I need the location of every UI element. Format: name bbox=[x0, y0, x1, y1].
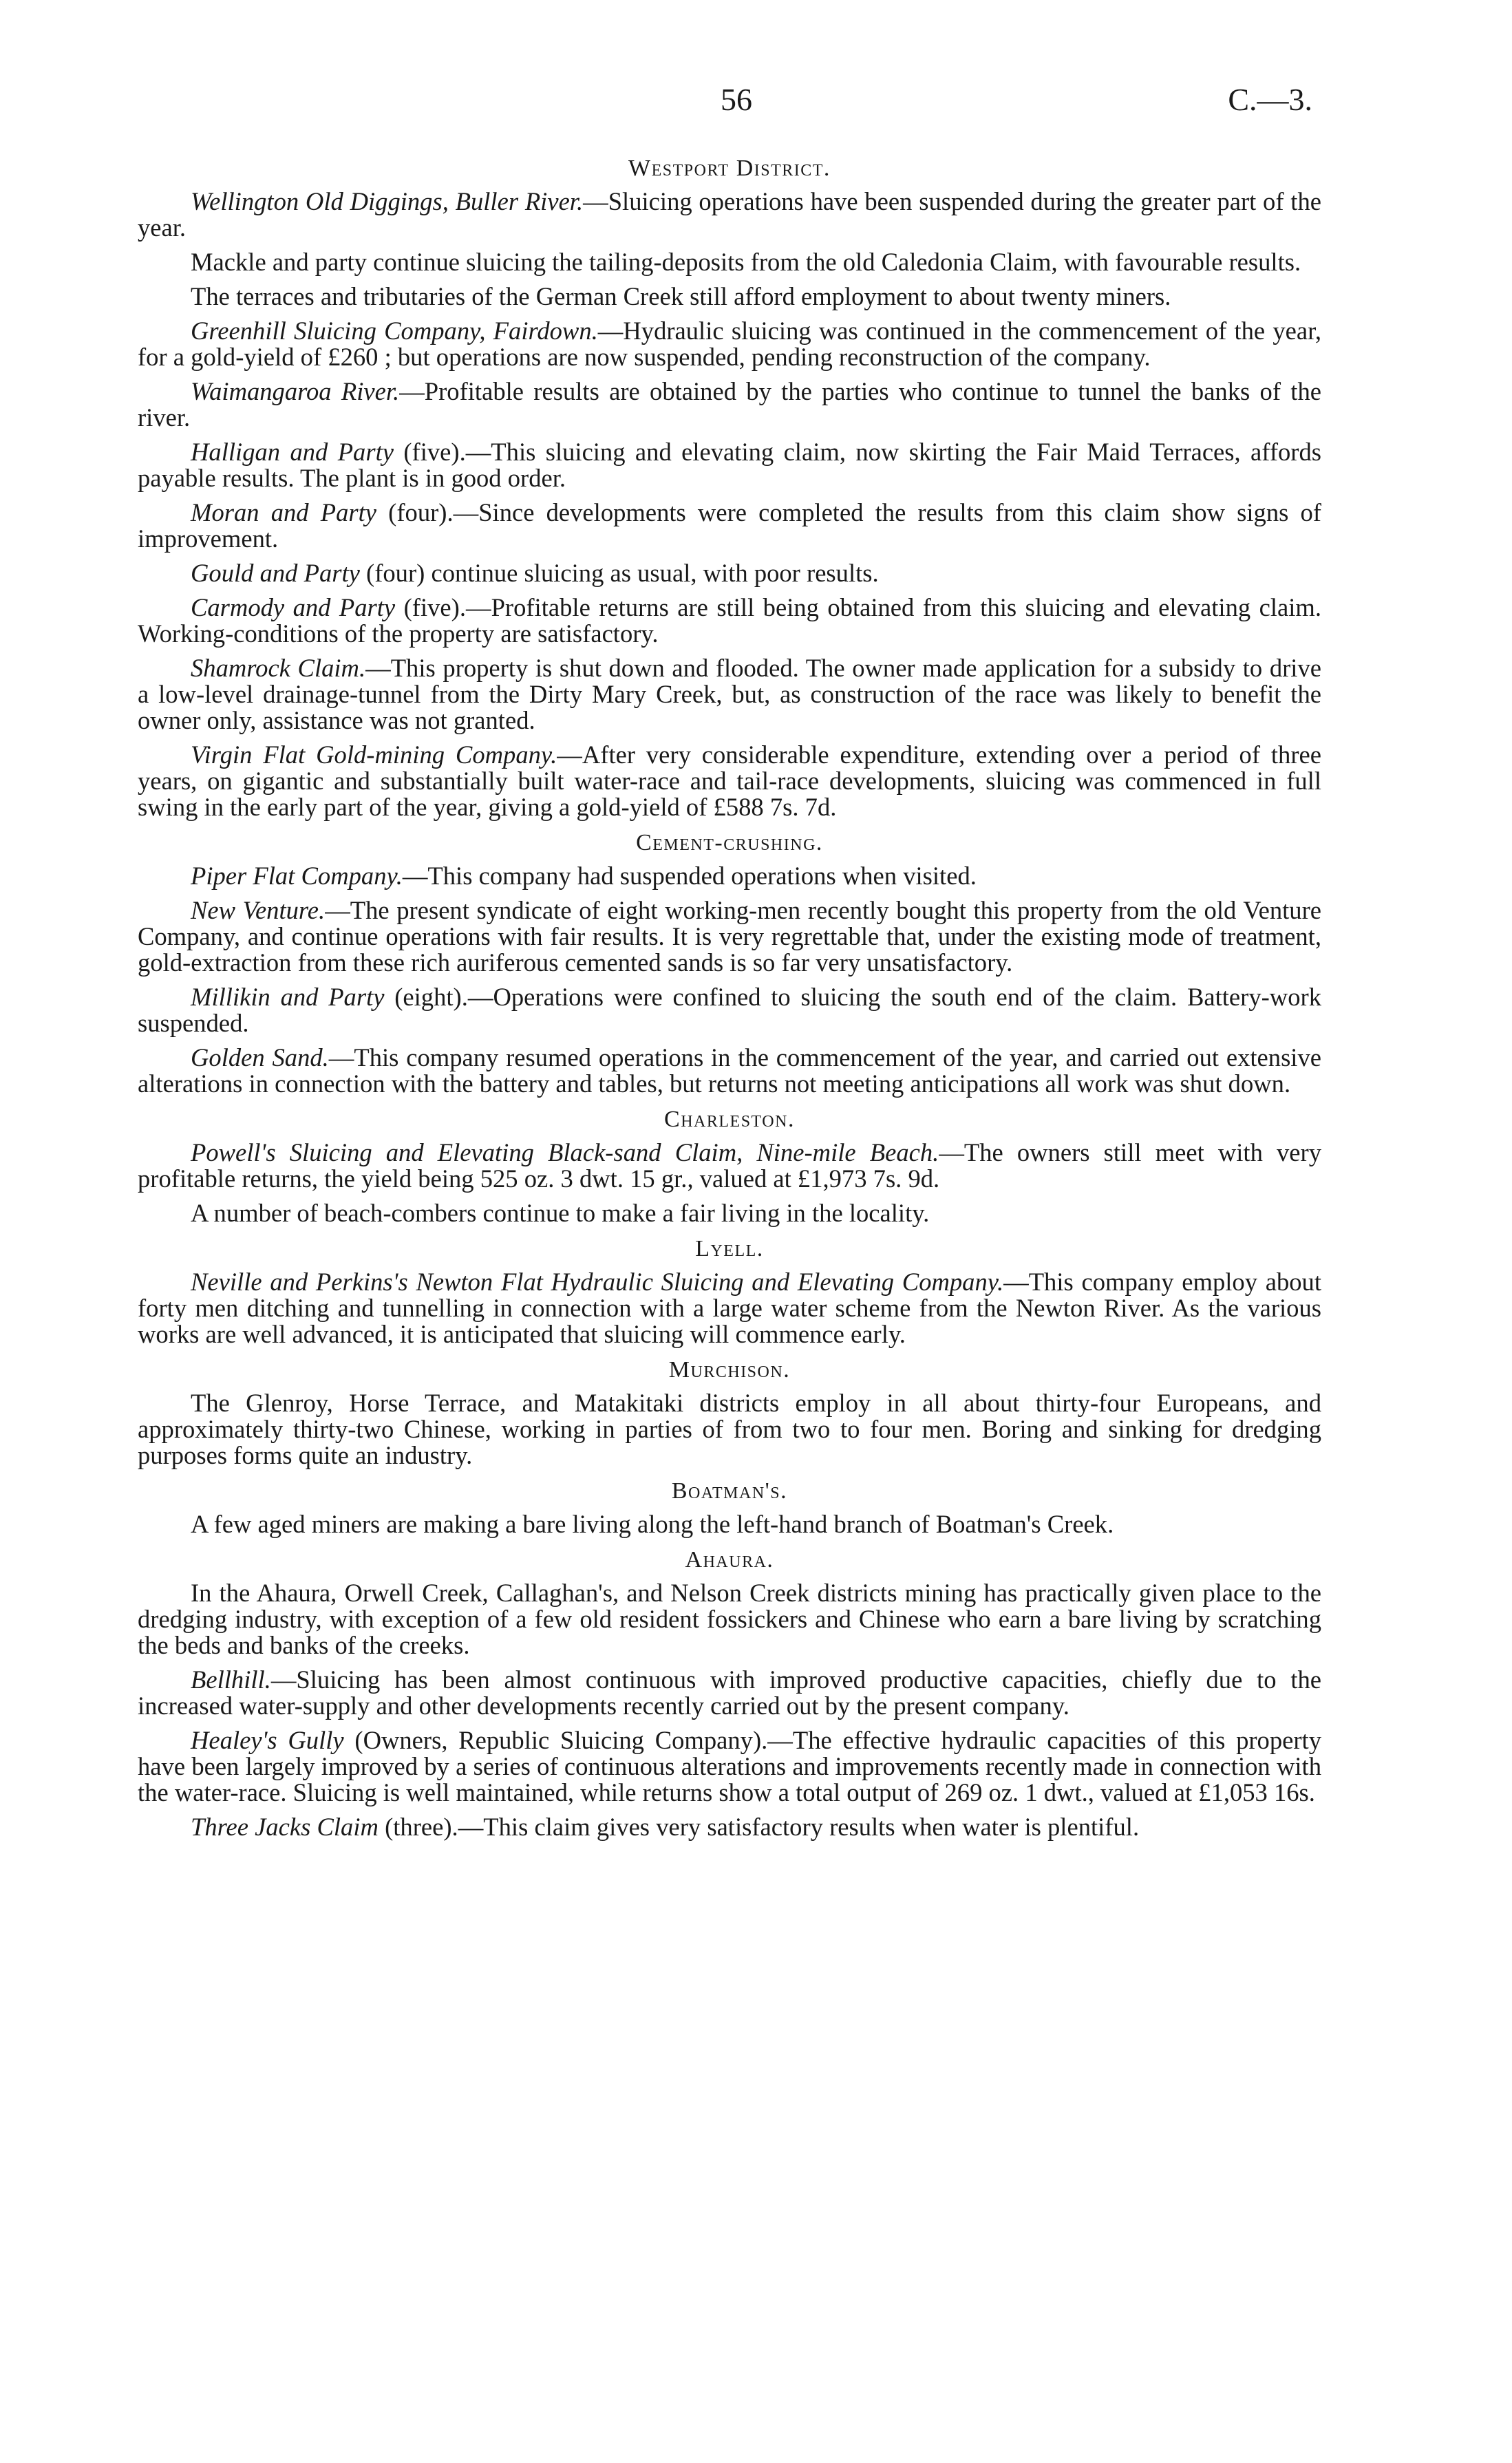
paragraph bbox=[138, 655, 1321, 734]
paragraph-title: Powell's Sluicing and Elevating Black-sand Claim, Nine-mile Beach. bbox=[191, 1138, 939, 1166]
paragraph bbox=[138, 189, 1321, 241]
paragraph-text: (four).—Since developments were completed the results from this claim show signs of improvement. bbox=[138, 498, 1321, 553]
paragraph-title: Golden Sand. bbox=[191, 1043, 329, 1071]
paragraph-title: Virgin Flat Gold-mining Company. bbox=[191, 740, 557, 769]
paragraph-text: —The present syndicate of eight working-men recently bought this property from the old Venture Company, and continue operations with fair results. It is very regrettable that, under the existing mode of treatment, gold-extraction from these rich auriferous cemented sands is so far very unsatisfactory. bbox=[138, 896, 1322, 977]
paragraph-text: —After very considerable expenditure, extending over a period of three years, on gigantic and substantially built water-race and tail-race developments, sluicing was commenced in full swing in the early part of the year, giving a gold-yield of £588 7s. 7d. bbox=[138, 740, 1321, 821]
paragraph-text: In the Ahaura, Orwell Creek, Callaghan's, and Nelson Creek districts mining has practically given place to the dredging industry, with exception of a few old resident fossickers and Chinese who earn a bare living by scratching the beds and banks of the creeks. bbox=[138, 1579, 1321, 1659]
paragraph-title: Bellhill. bbox=[191, 1665, 271, 1694]
paragraph bbox=[138, 1511, 1321, 1537]
paragraph-title: Greenhill Sluicing Company, Fairdown. bbox=[191, 317, 598, 345]
section-heading: Murchison. bbox=[668, 1357, 791, 1383]
paragraph bbox=[138, 284, 1321, 310]
paragraph-title: Millikin and Party bbox=[191, 983, 385, 1011]
paragraph bbox=[138, 1814, 1321, 1840]
section-heading: Lyell. bbox=[695, 1236, 764, 1261]
section-heading: Ahaura. bbox=[685, 1547, 774, 1572]
paragraph-title: Halligan and Party bbox=[191, 438, 394, 466]
paragraph bbox=[138, 439, 1321, 491]
paragraph-text: (five).—Profitable returns are still being obtained from this sluicing and elevating claim. Working-conditions of the property are satisfactory. bbox=[138, 593, 1322, 648]
paragraph bbox=[138, 1390, 1321, 1469]
paragraph-text: —Hydraulic sluicing was continued in the commencement of the year, for a gold-yield of £260 ; but operations are now suspended, pending reconstruction of the company. bbox=[138, 317, 1321, 371]
paragraph bbox=[138, 897, 1321, 976]
paragraph-text: Mackle and party continue sluicing the tailing-deposits from the old Caledonia Claim, with favourable results. bbox=[191, 248, 1301, 276]
document-reference: C.—3. bbox=[1228, 82, 1312, 117]
paragraph bbox=[138, 249, 1321, 275]
paragraph-text: —This property is shut down and flooded. The owner made application for a subsidy to drive a low-level drainage-tunnel from the Dirty Mary Creek, but, as construction of the race was likely to benefit the owner only, assistance was not granted. bbox=[138, 654, 1321, 734]
paragraph-title: Gould and Party bbox=[191, 559, 360, 587]
paragraph-text: The Glenroy, Horse Terrace, and Matakitaki districts employ in all about thirty-four Europeans, and approximately thirty-two Chinese, working in parties of from two to four men. Boring and sinking for dredging purposes forms quite an industry. bbox=[138, 1389, 1321, 1469]
paragraph bbox=[138, 742, 1321, 820]
paragraph-title: Healey's Gully bbox=[191, 1726, 344, 1754]
paragraph bbox=[138, 560, 1321, 586]
paragraph-text: —The owners still meet with very profitable returns, the yield being 525 oz. 3 dwt. 15 gr., valued at £1,973 7s. 9d. bbox=[138, 1138, 1321, 1193]
paragraph-text: (Owners, Republic Sluicing Company).—The effective hydraulic capacities of this property have been largely improved by a series of continuous alterations and improvements recently made in connection with the water-race. Sluicing is well maintained, while returns show a total output of 269 oz. 1 dwt., valued at £1,053 16s. bbox=[138, 1726, 1321, 1806]
paragraph bbox=[138, 1269, 1321, 1347]
paragraph-text: A few aged miners are making a bare living along the left-hand branch of Boatman's Creek. bbox=[191, 1510, 1114, 1538]
paragraph-text: The terraces and tributaries of the German Creek still afford employment to about twenty miners. bbox=[191, 282, 1171, 310]
paragraph-text: A number of beach-combers continue to make a fair living in the locality. bbox=[191, 1199, 930, 1227]
paragraph bbox=[138, 1140, 1321, 1192]
paragraph bbox=[138, 1045, 1321, 1097]
page-header bbox=[0, 81, 1512, 122]
paragraph bbox=[138, 318, 1321, 370]
paragraph bbox=[138, 1667, 1321, 1719]
paragraph-text: —Sluicing operations have been suspended during the greater part of the year. bbox=[138, 187, 1321, 242]
paragraph-title: Carmody and Party bbox=[191, 593, 396, 621]
paragraph bbox=[138, 1580, 1321, 1659]
paragraph bbox=[138, 378, 1321, 431]
paragraph bbox=[138, 1727, 1321, 1806]
paragraph-text: (five).—This sluicing and elevating claim, now skirting the Fair Maid Terraces, affords payable results. The plant is in good order. bbox=[138, 438, 1321, 492]
paragraph-text: —This company had suspended operations when visited. bbox=[402, 862, 977, 890]
paragraph-title: Piper Flat Company. bbox=[191, 862, 403, 890]
document-body bbox=[138, 146, 1321, 1848]
paragraph-title: New Venture. bbox=[191, 896, 326, 924]
paragraph-title: Waimangaroa River. bbox=[191, 377, 400, 405]
paragraph-text: —This company employ about forty men ditching and tunnelling in connection with a large water scheme from the Newton River. As the various works are well advanced, it is anticipated that sluicing will commence early. bbox=[138, 1268, 1321, 1348]
paragraph bbox=[138, 984, 1321, 1036]
section-heading: Westport District. bbox=[628, 156, 831, 181]
paragraph-title: Neville and Perkins's Newton Flat Hydraulic Sluicing and Elevating Company. bbox=[191, 1268, 1004, 1296]
section-heading: Cement-crushing. bbox=[636, 830, 823, 855]
paragraph bbox=[138, 863, 1321, 889]
paragraph bbox=[138, 500, 1321, 552]
paragraph-text: (four) continue sluicing as usual, with poor results. bbox=[359, 559, 879, 587]
paragraph-text: —Sluicing has been almost continuous with improved productive capacities, chiefly due to the increased water-supply and other developments recently carried out by the present company. bbox=[138, 1665, 1321, 1720]
paragraph-title: Three Jacks Claim bbox=[191, 1813, 379, 1841]
paragraph-title: Shamrock Claim. bbox=[191, 654, 366, 682]
paragraph-text: (three).—This claim gives very satisfactory results when water is plentiful. bbox=[378, 1813, 1140, 1841]
paragraph-text: —This company resumed operations in the commencement of the year, and carried out extensive alterations in connection with the battery and tables, but returns not meeting anticipations all work was shut down. bbox=[138, 1043, 1321, 1098]
paragraph-title: Moran and Party bbox=[191, 498, 377, 526]
page-number: 56 bbox=[721, 82, 752, 117]
section-heading: Boatman's. bbox=[671, 1478, 788, 1504]
paragraph bbox=[138, 1200, 1321, 1226]
paragraph-title: Wellington Old Diggings, Buller River. bbox=[191, 187, 584, 215]
paragraph-text: —Profitable results are obtained by the parties who continue to tunnel the banks of the river. bbox=[138, 377, 1321, 431]
section-heading: Charleston. bbox=[664, 1107, 795, 1132]
paragraph bbox=[138, 595, 1321, 647]
paragraph-text: (eight).—Operations were confined to sluicing the south end of the claim. Battery-work suspended. bbox=[138, 983, 1321, 1037]
